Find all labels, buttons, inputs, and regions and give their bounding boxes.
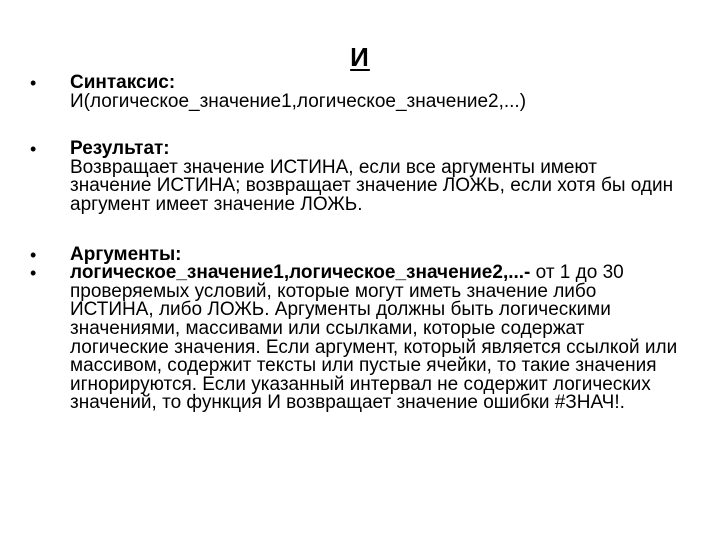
syntax-heading: Синтаксис: <box>70 72 176 93</box>
result-text: Возвращает значение ИСТИНА, если все аргументы имеют значение ИСТИНА; возвращает значение ЛОЖЬ, если хотя бы один аргумент имеет значение ЛОЖЬ. <box>70 156 674 215</box>
bullet-icon: • <box>30 73 37 93</box>
slide-content <box>30 74 680 413</box>
arguments-heading: Аргументы: <box>70 243 182 265</box>
bullet-item-syntax <box>30 74 680 111</box>
argument-names: логическое_значение1,логическое_значение2,...- <box>70 262 531 284</box>
argument-description: от 1 до 30 проверяемых условий, которые могут иметь значение либо ИСТИНА, либо ЛОЖЬ. Аргументы должны быть логическими значениями, массивами или ссылками, которые содержат логические значения. Если аргумент, который является ссылкой или массивом, содержит тексты или пустые ячейки, то такие значения игнорируются. Если указанный интервал не содержит логических значений, то функция И возвращает значение ошибки #ЗНАЧ!. <box>70 262 678 414</box>
bullet-icon: • <box>30 263 37 284</box>
bullet-item-result <box>30 140 680 214</box>
bullet-icon: • <box>30 244 37 265</box>
bullet-icon: • <box>30 139 37 160</box>
bullet-item-argument-details <box>30 264 680 413</box>
syntax-text: И(логическое_значение1,логическое_значение2,...) <box>70 90 527 112</box>
result-heading: Результат: <box>70 138 170 160</box>
slide-title: И <box>350 42 370 72</box>
argument-details-paragraph <box>70 264 680 413</box>
